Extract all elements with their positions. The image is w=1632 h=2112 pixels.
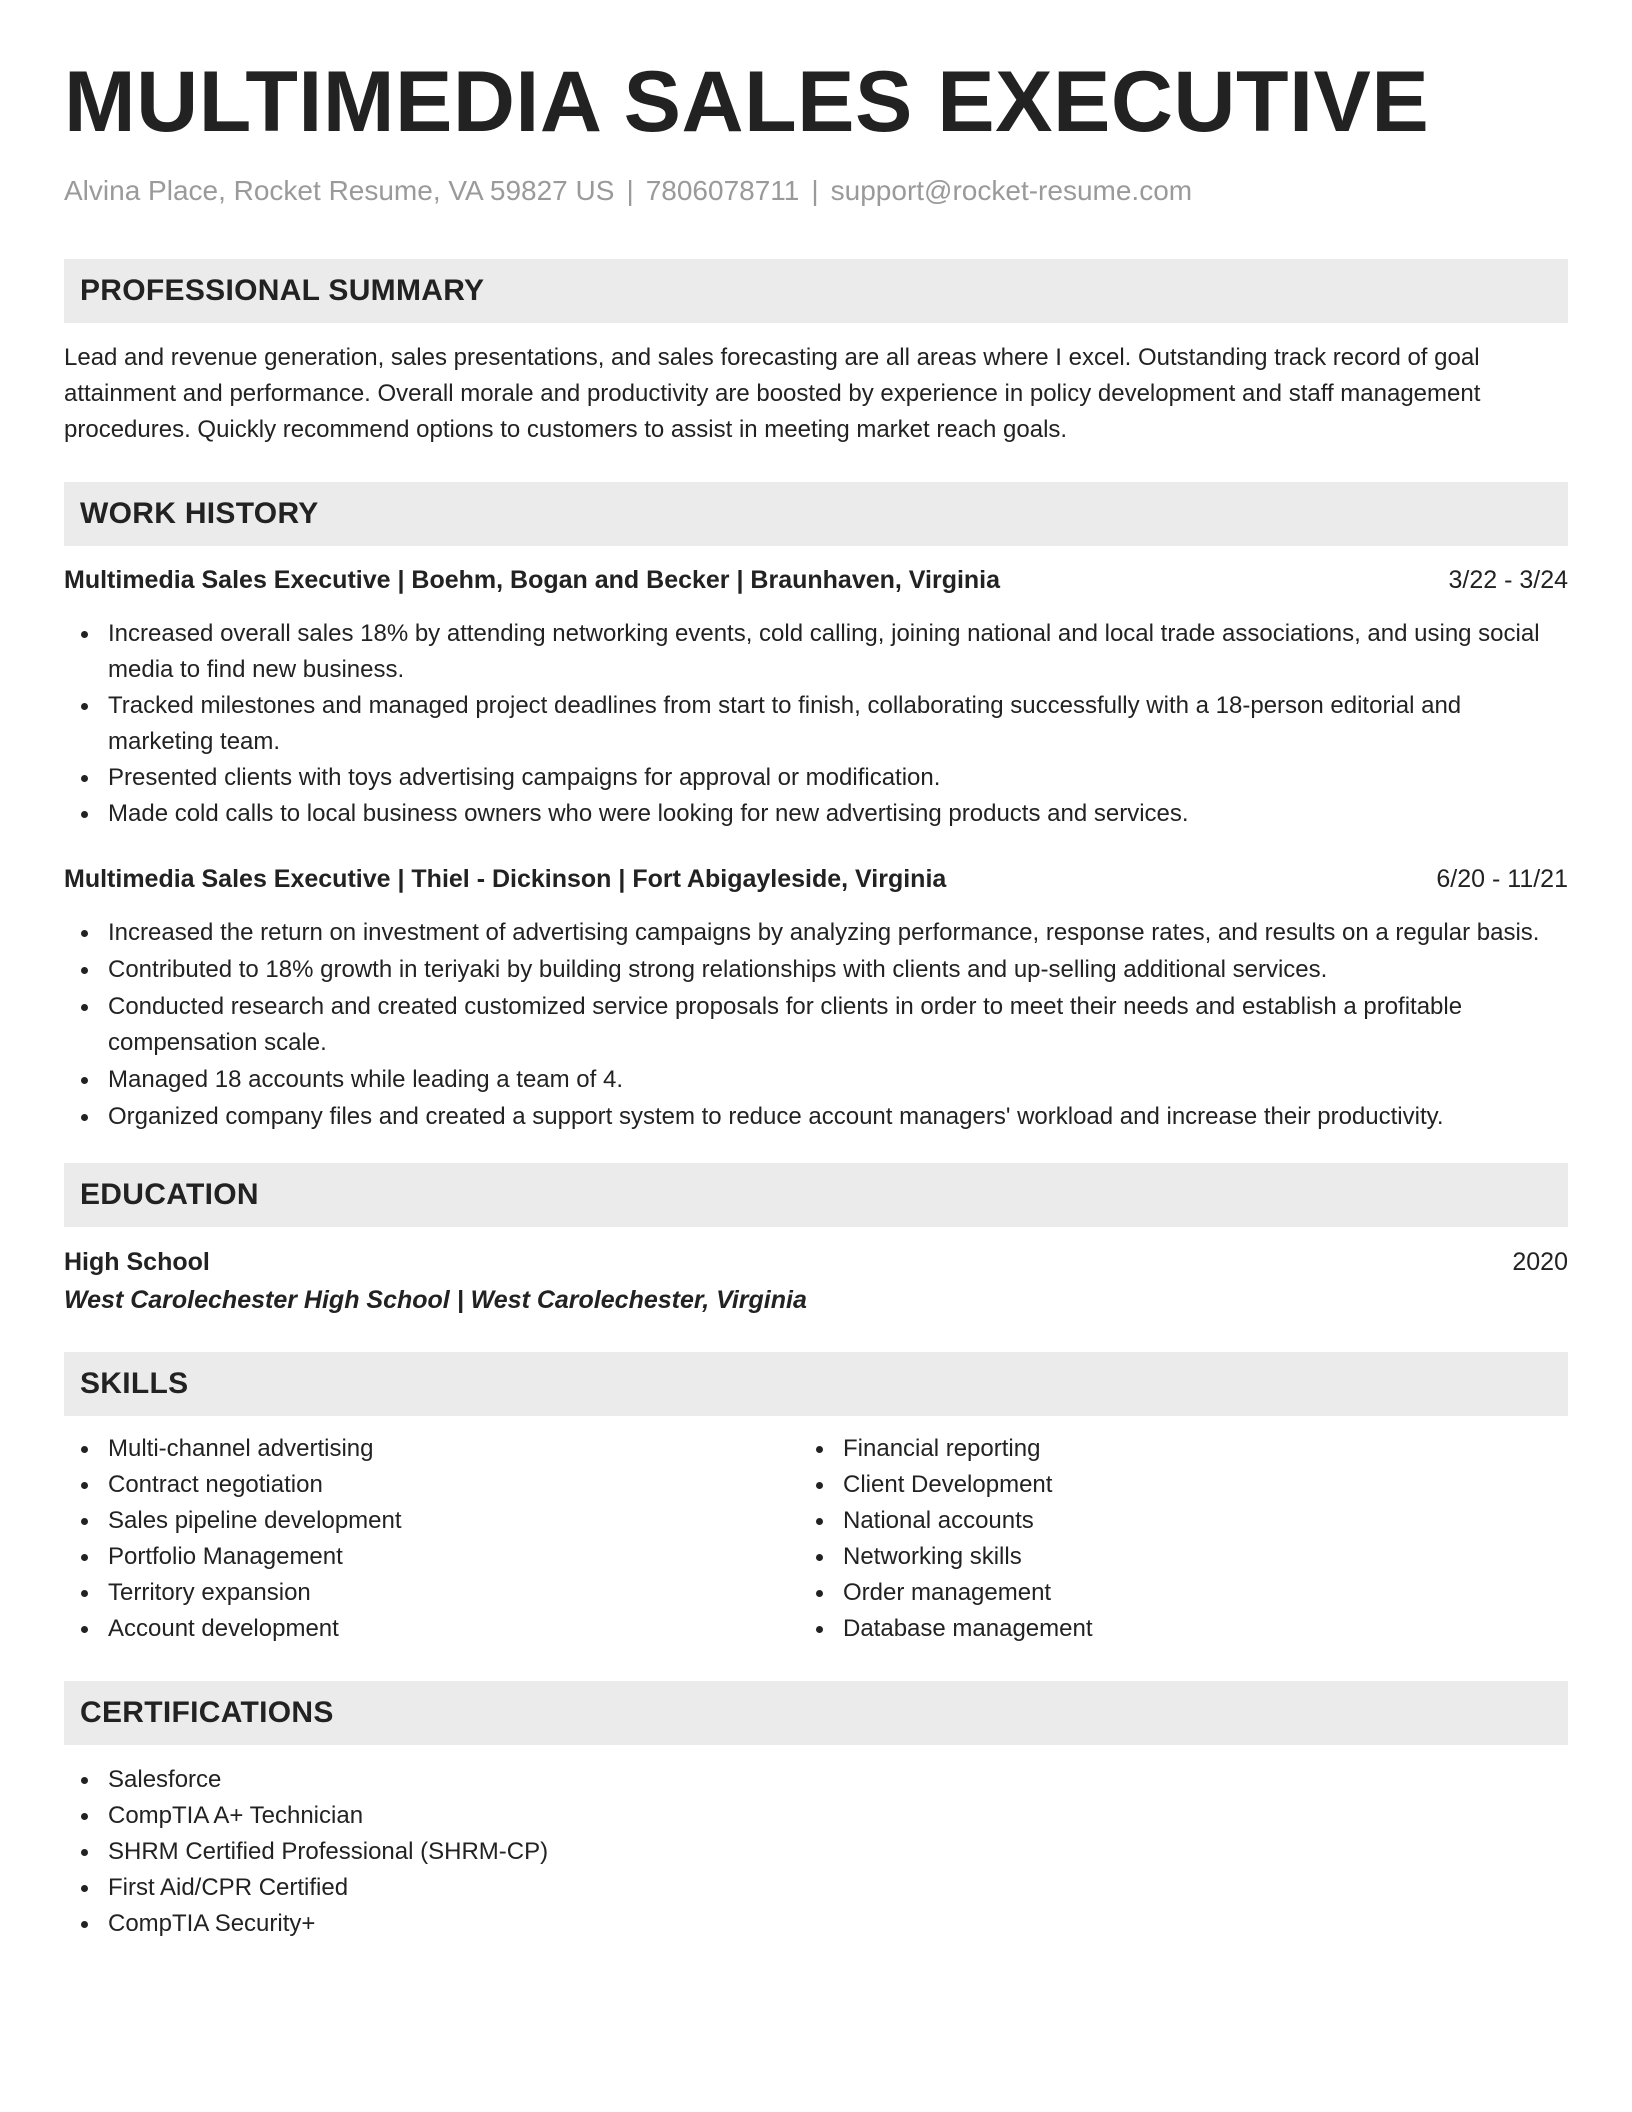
job-header <box>64 563 1568 597</box>
section-heading-summary: PROFESSIONAL SUMMARY <box>64 259 1568 323</box>
skill-item: Sales pipeline development <box>108 1503 799 1539</box>
certification-item: First Aid/CPR Certified <box>108 1870 1568 1906</box>
contact-email: support@rocket-resume.com <box>830 175 1193 206</box>
job-bullet: Managed 18 accounts while leading a team of 4. <box>108 1062 1568 1098</box>
education-header <box>64 1245 1568 1279</box>
education-degree: High School <box>64 1248 210 1276</box>
job-bullet: Conducted research and created customized service proposals for clients in order to meet their needs and establish a profitable compensation scale. <box>108 989 1568 1061</box>
skill-item: Database management <box>843 1611 1534 1647</box>
job-bullet: Presented clients with toys advertising campaigns for approval or modification. <box>108 760 1568 796</box>
skill-item: Financial reporting <box>843 1431 1534 1467</box>
skill-item: Networking skills <box>843 1539 1534 1575</box>
section-heading-education: EDUCATION <box>64 1163 1568 1227</box>
job-bullet: Organized company files and created a support system to reduce account managers' workload and increase their productivity. <box>108 1099 1568 1135</box>
section-heading-skills: SKILLS <box>64 1352 1568 1416</box>
job-entry <box>64 862 1568 1135</box>
certification-item: CompTIA A+ Technician <box>108 1798 1568 1834</box>
certification-item: SHRM Certified Professional (SHRM-CP) <box>108 1834 1568 1870</box>
skill-item: Portfolio Management <box>108 1539 799 1575</box>
skills-list-left <box>64 1431 799 1647</box>
contact-address: Alvina Place, Rocket Resume, VA 59827 US <box>64 175 615 206</box>
job-dates: 3/22 - 3/24 <box>1448 566 1568 594</box>
job-bullet: Made cold calls to local business owners who were looking for new advertising products and services. <box>108 796 1568 832</box>
job-dates: 6/20 - 11/21 <box>1436 865 1568 893</box>
section-heading-certifications: CERTIFICATIONS <box>64 1681 1568 1745</box>
job-entry <box>64 563 1568 832</box>
job-bullet-list <box>64 915 1568 1135</box>
skills-list-right <box>799 1431 1534 1647</box>
contact-separator: | <box>626 175 634 206</box>
skill-item: National accounts <box>843 1503 1534 1539</box>
job-bullet: Increased the return on investment of advertising campaigns by analyzing performance, response rates, and results on a regular basis. <box>108 915 1568 951</box>
section-heading-work-history: WORK HISTORY <box>64 482 1568 546</box>
job-bullet: Increased overall sales 18% by attending networking events, cold calling, joining national and local trade associations, and using social media to find new business. <box>108 616 1568 688</box>
contact-phone: 7806078711 <box>645 175 800 206</box>
certifications-list <box>64 1762 1568 1942</box>
skill-item: Order management <box>843 1575 1534 1611</box>
skill-item: Client Development <box>843 1467 1534 1503</box>
skills-columns <box>64 1431 1568 1647</box>
skill-item: Multi-channel advertising <box>108 1431 799 1467</box>
education-year: 2020 <box>1512 1248 1568 1276</box>
job-bullet: Contributed to 18% growth in teriyaki by building strong relationships with clients and up-selling additional services. <box>108 952 1568 988</box>
job-title: Multimedia Sales Executive | Boehm, Bogan and Becker | Braunhaven, Virginia <box>64 566 1001 594</box>
summary-paragraph: Lead and revenue generation, sales presentations, and sales forecasting are all areas where I excel. Outstanding track record of goal attainment and performance. Overall morale and productivity are boosted by experience in policy development and staff management procedures. Quickly recommend options to customers to assist in meeting market reach goals. <box>64 344 1481 443</box>
skill-item: Territory expansion <box>108 1575 799 1611</box>
certification-item: CompTIA Security+ <box>108 1906 1568 1942</box>
job-bullet: Tracked milestones and managed project deadlines from start to finish, collaborating successfully with a 18-person editorial and marketing team. <box>108 688 1568 760</box>
job-title: Multimedia Sales Executive | Thiel - Dickinson | Fort Abigayleside, Virginia <box>64 865 947 893</box>
skill-item: Account development <box>108 1611 799 1647</box>
job-header <box>64 862 1568 896</box>
candidate-name: MULTIMEDIA SALES EXECUTIVE <box>64 54 1430 150</box>
contact-line <box>64 174 1568 208</box>
education-school: West Carolechester High School | West Carolechester, Virginia <box>64 1286 807 1314</box>
skill-item: Contract negotiation <box>108 1467 799 1503</box>
certification-item: Salesforce <box>108 1762 1568 1798</box>
contact-separator: | <box>811 175 819 206</box>
job-bullet-list <box>64 616 1568 832</box>
